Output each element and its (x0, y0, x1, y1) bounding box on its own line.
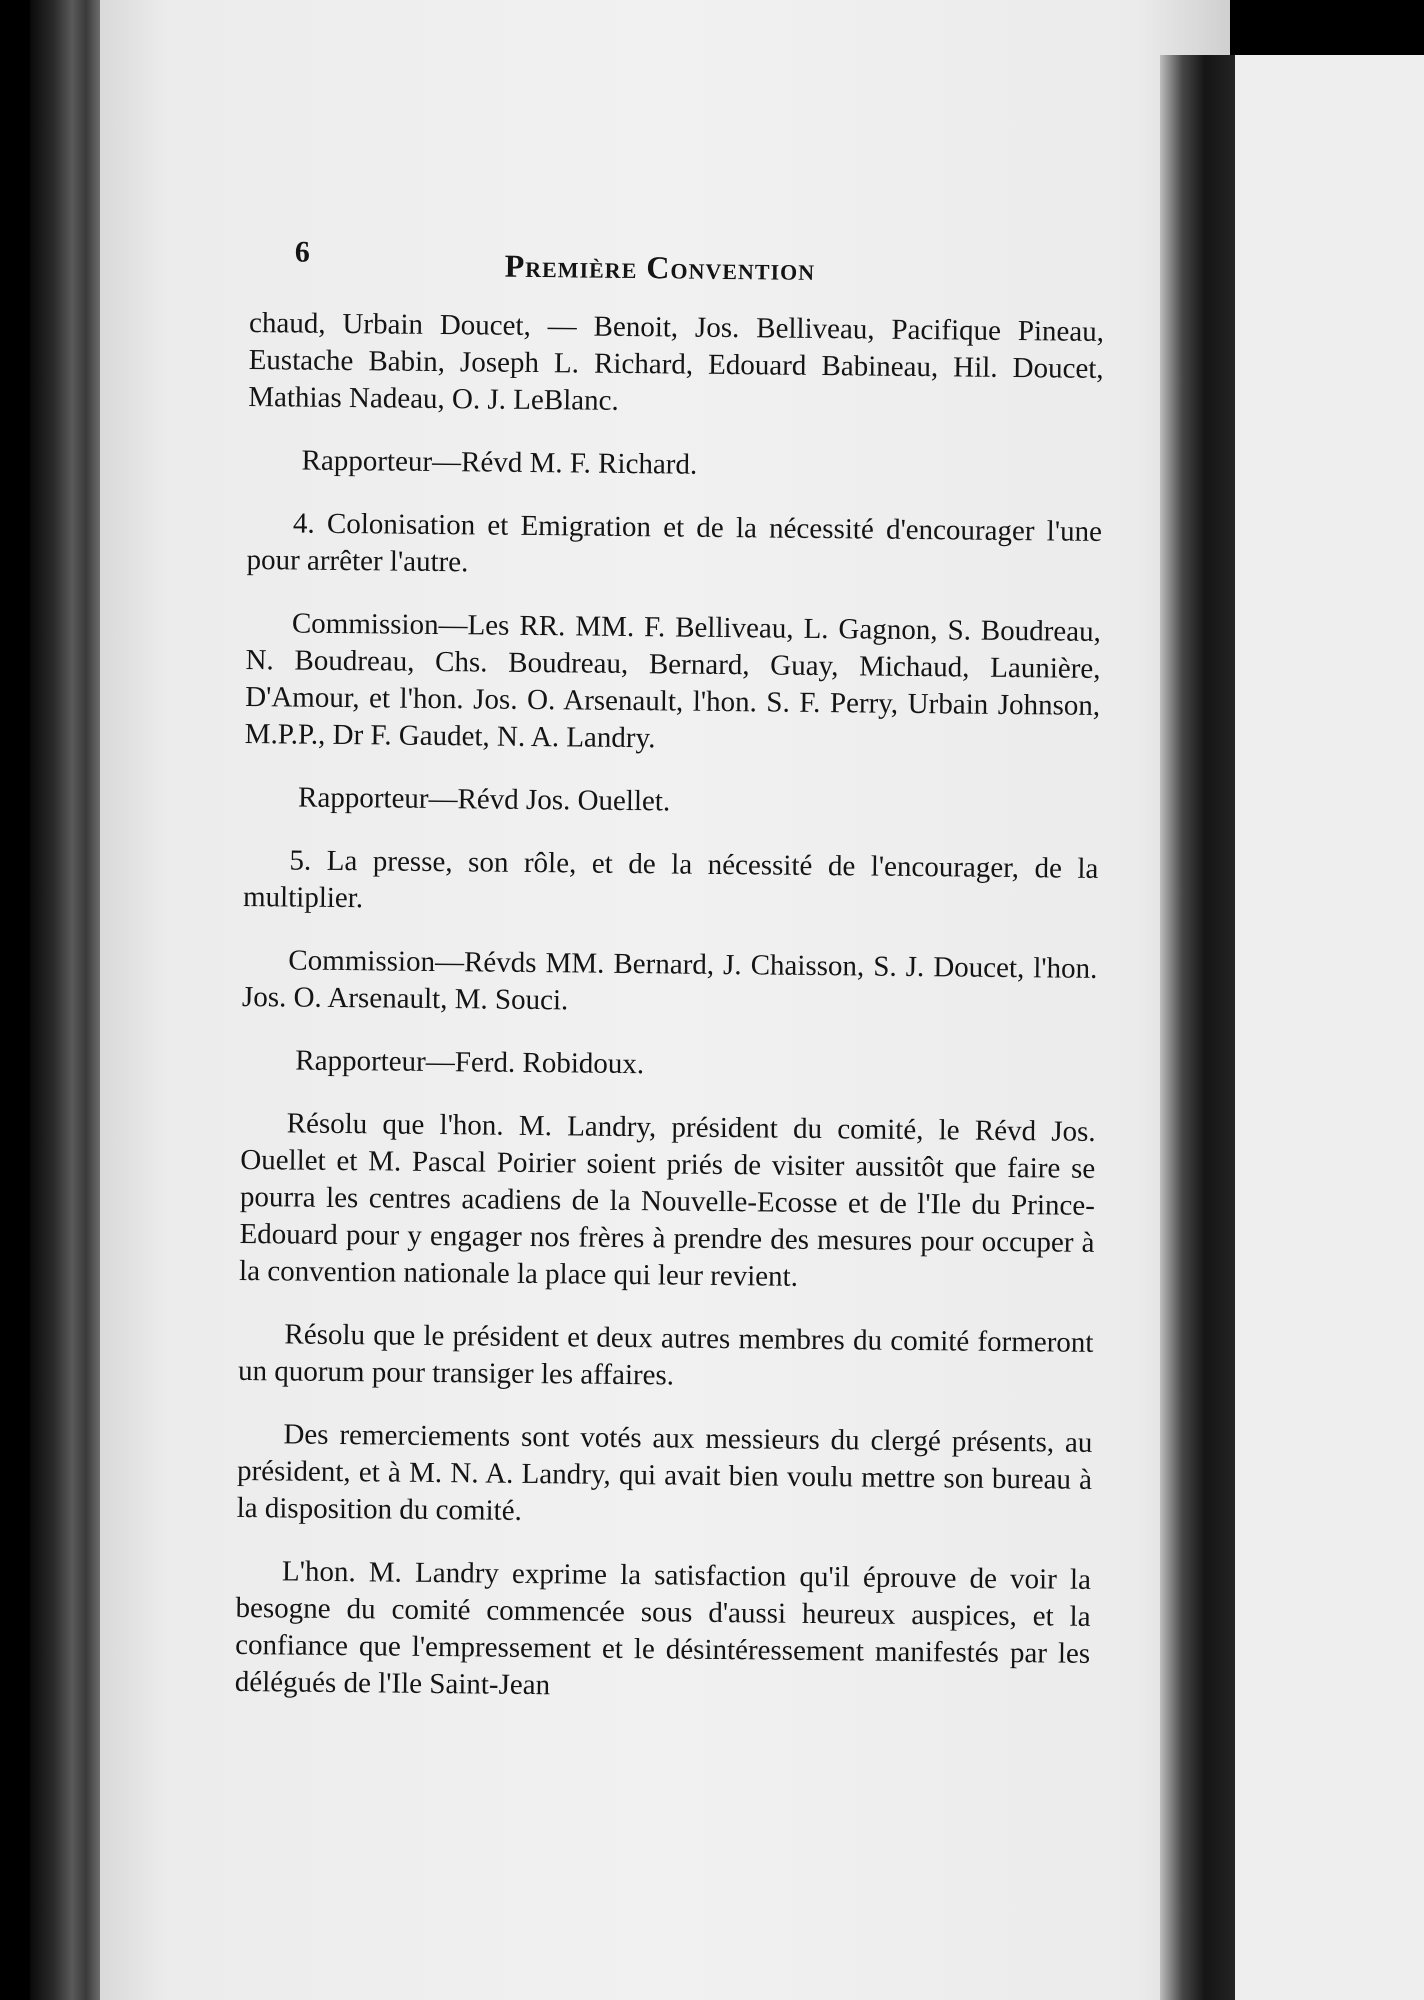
rapporteur-4: Rapporteur—Révd Jos. Ouellet. (297, 781, 671, 818)
paragraph-1: chaud, Urbain Doucet, — Benoit, Jos. Belliveau, Pacifique Pineau, Eustache Babin, Joseph L. Richard, Edouard Babineau, Hil. Doucet, Mathias Nadeau, O. J. LeBlanc. (248, 306, 1105, 417)
page-header (249, 235, 1105, 314)
resolution-visit: Résolu que l'hon. M. Landry, président du comité, le Révd Jos. Ouellet et M. Pascal Poirier soient priés de visiter aussitôt que faire se pourra les centres acadiens de la Nouvelle-Ecosse et de l'Ile du Prince-Edouard pour y engager nos frères à prendre des mesures pour occuper à la convention nationale la place qui leur revient. (238, 1107, 1096, 1293)
item-4-topic: 4. Colonisation et Emigration et de la nécessité d'encourager l'une pour arrêter l'autre. (246, 507, 1103, 579)
rapporteur-5: Rapporteur—Ferd. Robidoux. (295, 1044, 645, 1081)
resolution-quorum: Résolu que le président et deux autres membres du comité formeront un quorum pour transiger les affaires. (237, 1318, 1094, 1392)
item-4-commission: Commission—Les RR. MM. F. Belliveau, L. Gagnon, S. Boudreau, N. Boudreau, Chs. Boudreau, Bernard, Guay, Michaud, Launière, D'Amour, et l'hon. Jos. O. Arsenault, l'hon. S. F. Perry, Urbain Johnson, M.P.P., Dr F. Gaudet, N. A. Landry. (244, 607, 1102, 755)
rapporteur-3: Rapporteur—Révd M. F. Richard. (301, 444, 698, 481)
landry-paragraph: L'hon. M. Landry exprime la satisfaction qu'il éprouve de voir la besogne du comité commencée sous d'aussi heureux auspices, et la confiance que l'empressement et le désintéressement manifestés par les délégués de l'Ile Saint-Jean (234, 1555, 1092, 1702)
item-5-commission: Commission—Révds MM. Bernard, J. Chaisson, S. J. Doucet, l'hon. Jos. O. Arsenault, M. Souci. (241, 944, 1098, 1017)
thanks-paragraph: Des remerciements sont votés aux messieurs du clergé présents, au président, et à M. N. A. Landry, qui avait bien voulu mettre son bureau à la disposition du comité. (236, 1418, 1093, 1527)
left-page-text (235, 235, 1105, 1710)
page-number: 6 (294, 235, 310, 269)
item-5-topic: 5. La presse, son rôle, et de la nécessité de l'encourager, de la multiplier. (242, 844, 1099, 915)
running-head: Première Convention (504, 247, 816, 287)
